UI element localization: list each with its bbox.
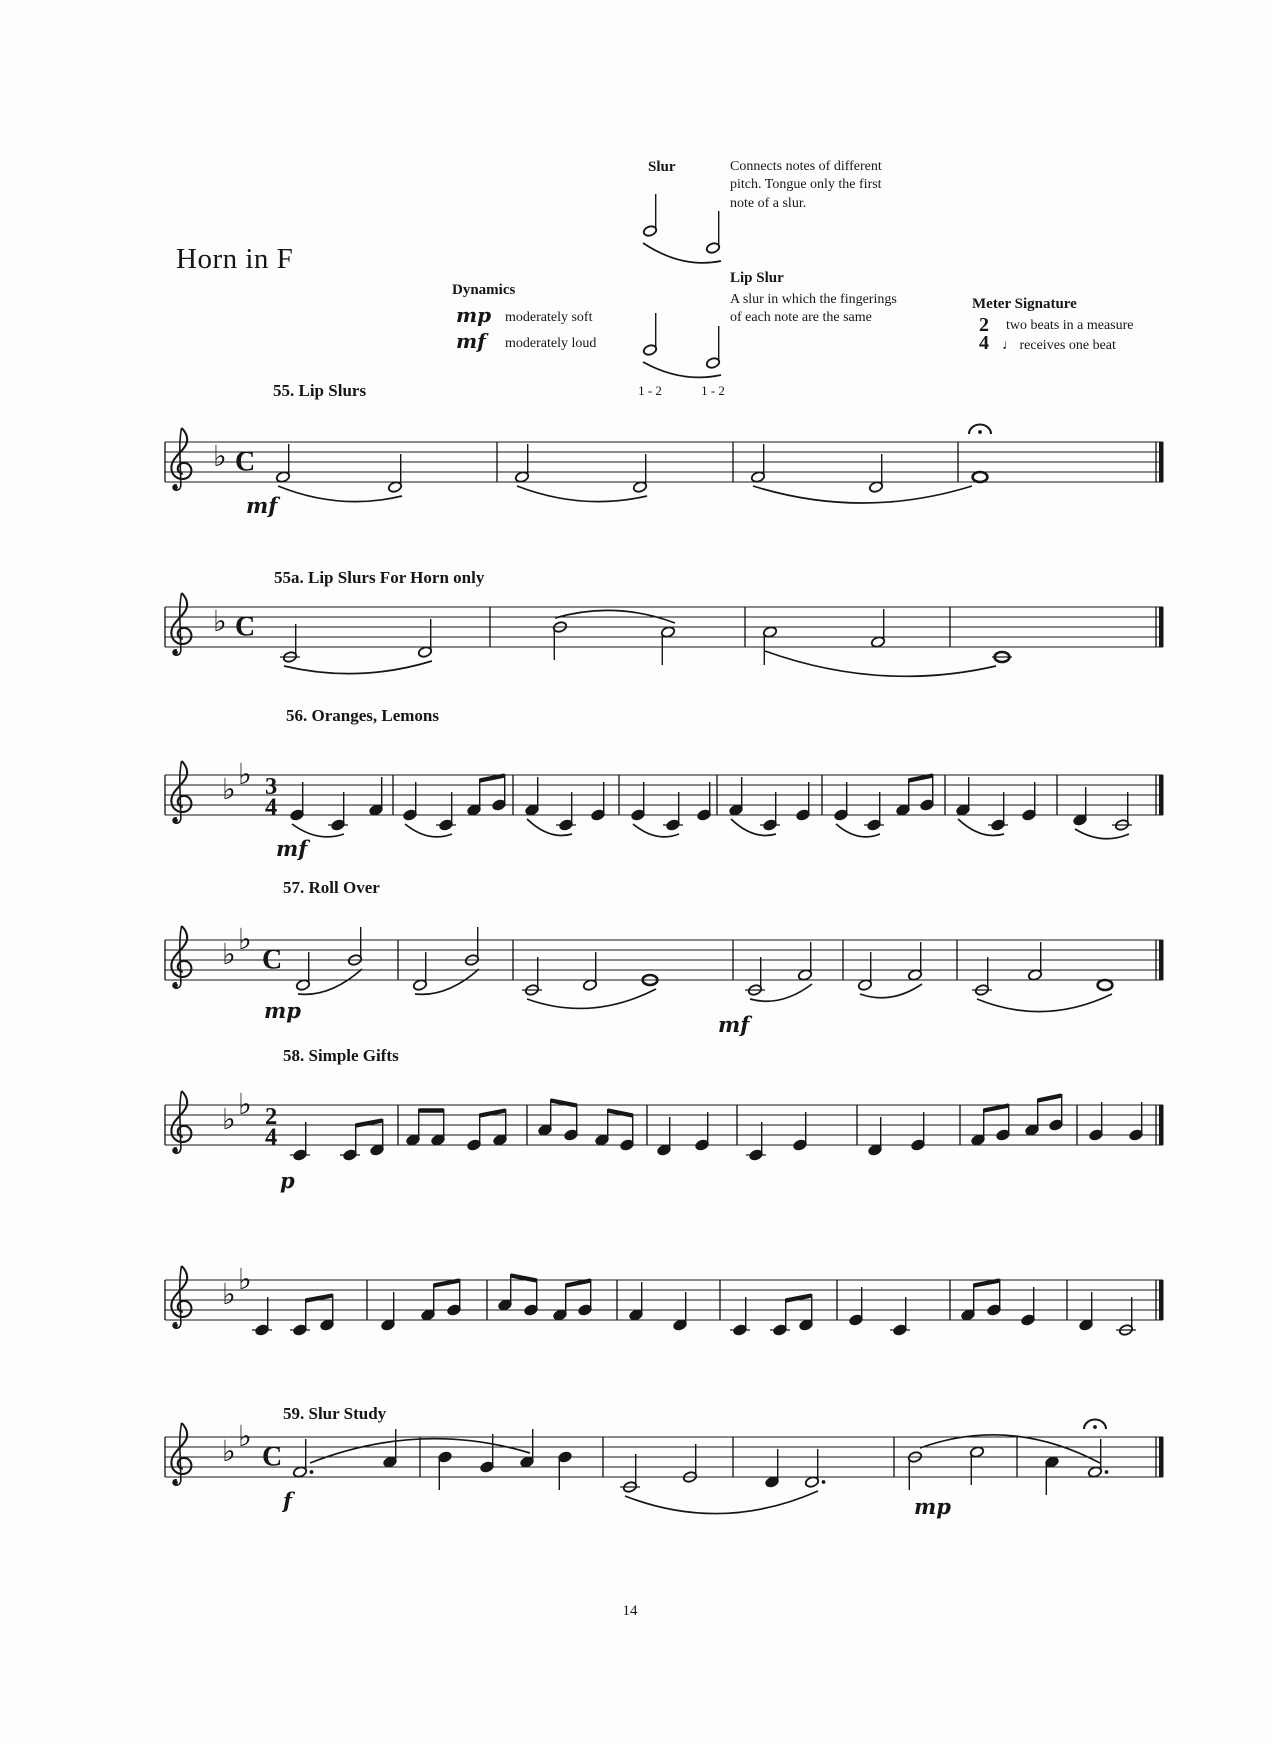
slur xyxy=(278,486,402,502)
exercise-title-56: 56. Oranges, Lemons xyxy=(286,706,439,725)
treble-clef-icon xyxy=(171,1091,191,1153)
lip-slur-term: Lip Slur xyxy=(730,270,784,286)
staff-line xyxy=(974,1281,1000,1286)
exercise-title-58: 58. Simple Gifts xyxy=(283,1046,399,1065)
final-barline xyxy=(1159,442,1164,482)
meter-numerator: 2 xyxy=(979,314,989,336)
instrument-title: Horn in F xyxy=(176,243,294,275)
quarter-note-icon: ♩ xyxy=(1002,338,1016,353)
treble-clef-icon xyxy=(171,593,191,655)
treble-clef-icon xyxy=(171,1266,191,1328)
lip-slur-definition: A slur in which the fingerings of each note are the same xyxy=(730,292,897,326)
music-text: ♭ xyxy=(238,1421,252,1453)
slur xyxy=(527,989,656,1008)
slur xyxy=(643,362,721,377)
meter-line1: two beats in a measure xyxy=(1006,318,1134,333)
treble-clef-icon xyxy=(171,1423,191,1485)
whole-note-head xyxy=(1098,980,1113,990)
dynamic-mf-meaning: moderately loud xyxy=(505,336,597,351)
treble-clef-icon xyxy=(171,761,191,823)
final-barline xyxy=(1159,940,1164,980)
slur xyxy=(920,1435,1100,1463)
treble-clef-icon xyxy=(171,926,191,988)
music-text: C xyxy=(235,446,256,478)
music-text: ♭ xyxy=(213,606,227,638)
music-text: C xyxy=(262,1441,283,1473)
music-text: ♭ xyxy=(238,924,252,956)
exercise-title-55: 55. Lip Slurs xyxy=(273,381,367,400)
fingering-label-1: 1 - 2 xyxy=(638,383,662,398)
music-text: ♭ xyxy=(222,1104,236,1136)
music-text: 2 xyxy=(265,1103,278,1131)
music-text: ♭ xyxy=(222,1436,236,1468)
treble-clef-icon xyxy=(171,428,191,490)
final-barline xyxy=(1159,775,1164,815)
meter-line2: ♩ receives one beat xyxy=(1002,338,1116,353)
staff-line xyxy=(480,776,505,781)
dynamics-term: Dynamics xyxy=(452,282,516,298)
final-barline xyxy=(1159,1437,1164,1477)
staff-line xyxy=(984,1106,1009,1111)
slur xyxy=(765,651,996,676)
dynamic-mp-meaning: moderately soft xyxy=(505,310,593,325)
slur xyxy=(517,486,647,502)
music-text: mf xyxy=(246,493,278,518)
music-text: mf xyxy=(718,1012,750,1037)
music-text: ♭ xyxy=(238,759,252,791)
fingering-label-2: 1 - 2 xyxy=(701,383,725,398)
exercise-title-59: 59. Slur Study xyxy=(283,1404,387,1423)
staff-line xyxy=(1038,1096,1062,1101)
music-text: ♭ xyxy=(213,441,227,473)
fermata-dot xyxy=(1093,1425,1097,1429)
whole-note-head xyxy=(973,472,988,482)
fermata-dot xyxy=(978,430,982,434)
music-text: p xyxy=(280,1168,295,1193)
music-text: 4 xyxy=(265,793,278,821)
exercise-title-57: 57. Roll Over xyxy=(283,878,380,897)
music-text: ♭ xyxy=(238,1264,252,1296)
exercise-title-55a: 55a. Lip Slurs For Horn only xyxy=(274,568,485,587)
slur xyxy=(977,994,1112,1012)
slur-term: Slur xyxy=(648,159,676,175)
music-text: mf xyxy=(276,836,308,861)
music-text: ♭ xyxy=(222,939,236,971)
music-text: f xyxy=(283,1488,293,1513)
augmentation-dot xyxy=(1105,1470,1109,1474)
slur xyxy=(625,1491,818,1514)
staff-line xyxy=(434,1281,460,1286)
slur-definition: Connects notes of different pitch. Tongue only the first note of a slur. xyxy=(730,159,882,211)
final-barline xyxy=(1159,1280,1164,1320)
augmentation-dot xyxy=(822,1480,826,1484)
augmentation-dot xyxy=(310,1470,314,1474)
meter-denominator: 4 xyxy=(979,332,989,354)
music-text: ♭ xyxy=(222,774,236,806)
music-text: ♭ xyxy=(238,1089,252,1121)
music-text: 3 xyxy=(265,773,278,801)
final-barline xyxy=(1159,1105,1164,1145)
staff-line xyxy=(909,776,933,781)
slur xyxy=(860,984,922,998)
staff-line xyxy=(566,1281,591,1286)
dynamic-mp-symbol: mp xyxy=(456,303,492,327)
music-text: mp xyxy=(914,1494,951,1519)
music-text: ♭ xyxy=(222,1279,236,1311)
music-text: C xyxy=(235,611,256,643)
final-barline xyxy=(1159,607,1164,647)
music-text: C xyxy=(262,944,283,976)
meter-signature-term: Meter Signature xyxy=(972,296,1077,312)
dynamic-mf-symbol: mf xyxy=(456,329,486,353)
page-number: 14 xyxy=(622,1603,638,1619)
slur xyxy=(753,486,972,503)
music-text: 4 xyxy=(265,1123,278,1151)
slur xyxy=(284,661,432,674)
music-text: mp xyxy=(264,998,301,1023)
